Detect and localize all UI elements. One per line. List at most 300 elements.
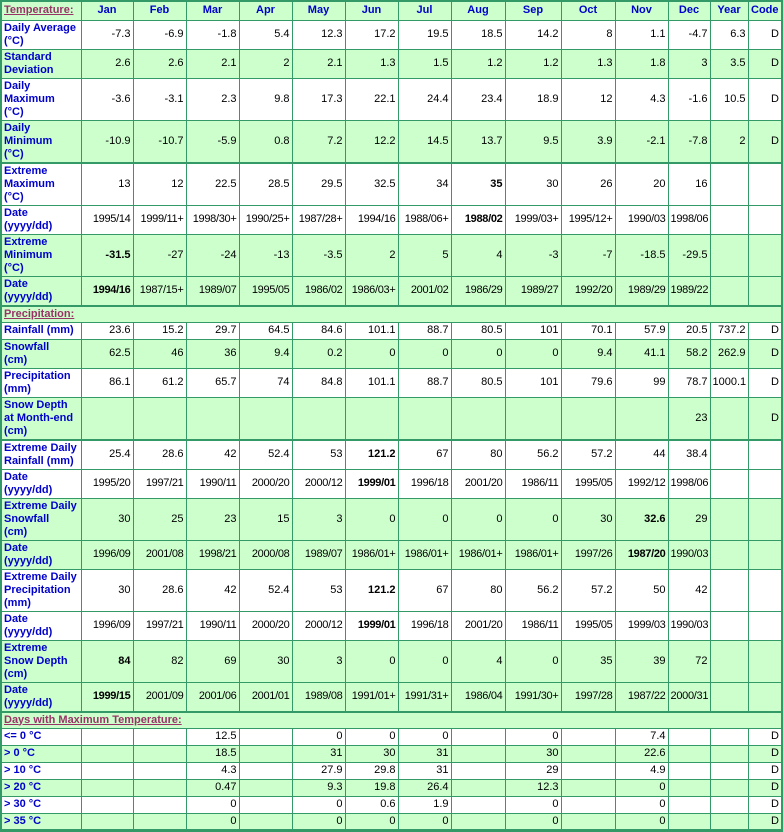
data-cell: 4.3	[615, 78, 668, 120]
data-cell: 5.4	[239, 20, 292, 49]
data-cell	[710, 440, 748, 470]
data-cell	[451, 779, 505, 796]
data-cell: 1995/05	[561, 469, 615, 498]
column-header-may: May	[292, 1, 345, 20]
data-cell: 0	[186, 813, 239, 830]
data-cell: 1986/04	[451, 682, 505, 712]
temperature-section-link[interactable]: Temperature:	[4, 4, 74, 17]
row-label: Extreme Daily Precipitation (mm)	[1, 569, 81, 611]
row-label: Extreme Minimum (°C)	[1, 234, 81, 276]
data-cell	[668, 728, 710, 745]
data-cell: 0.6	[345, 796, 398, 813]
data-cell: 0	[615, 813, 668, 830]
data-cell: 80.5	[451, 368, 505, 397]
table-row	[1, 234, 782, 276]
data-cell: -3.1	[133, 78, 186, 120]
data-cell: 1987/28+	[292, 205, 345, 234]
data-cell: 67	[398, 440, 451, 470]
column-header-feb: Feb	[133, 1, 186, 20]
data-cell: 1987/20	[615, 540, 668, 569]
data-cell: 17.2	[345, 20, 398, 49]
data-cell: 2000/20	[239, 469, 292, 498]
data-cell: 86.1	[81, 368, 133, 397]
data-cell: 28.6	[133, 440, 186, 470]
row-label: Daily Maximum (°C)	[1, 78, 81, 120]
table-row	[1, 78, 782, 120]
data-cell: 262.9	[710, 339, 748, 368]
data-cell: 1.2	[505, 49, 561, 78]
data-cell	[561, 728, 615, 745]
data-cell: 14.2	[505, 20, 561, 49]
data-cell	[710, 796, 748, 813]
data-cell	[239, 762, 292, 779]
data-cell: 42	[668, 569, 710, 611]
data-cell: 46	[133, 339, 186, 368]
data-cell: 0.47	[186, 779, 239, 796]
row-label: Date (yyyy/dd)	[1, 276, 81, 306]
data-cell	[668, 745, 710, 762]
data-cell: 23.4	[451, 78, 505, 120]
data-cell: 20	[615, 163, 668, 206]
data-cell: 0	[505, 728, 561, 745]
data-cell: 0	[345, 498, 398, 540]
data-cell: 84.8	[292, 368, 345, 397]
section-link[interactable]: Days with Maximum Temperature:	[4, 713, 182, 726]
section-header-row	[1, 712, 782, 729]
data-cell: 12.5	[186, 728, 239, 745]
data-cell: 1988/06+	[398, 205, 451, 234]
data-cell	[133, 762, 186, 779]
data-cell: 0	[345, 339, 398, 368]
data-cell: 22.1	[345, 78, 398, 120]
data-cell: 7.2	[292, 120, 345, 163]
code-cell	[748, 205, 782, 234]
code-cell: D	[748, 78, 782, 120]
table-row	[1, 745, 782, 762]
row-label: > 0 °C	[1, 745, 81, 762]
data-cell: 78.7	[668, 368, 710, 397]
data-cell: 1987/22	[615, 682, 668, 712]
row-label: Date (yyyy/dd)	[1, 540, 81, 569]
data-cell: 70.1	[561, 322, 615, 339]
data-cell: 101	[505, 368, 561, 397]
data-cell: 25	[133, 498, 186, 540]
data-cell	[81, 728, 133, 745]
data-cell: 9.8	[239, 78, 292, 120]
data-cell: 1992/20	[561, 276, 615, 306]
data-cell: 29	[668, 498, 710, 540]
data-cell: 1999/11+	[133, 205, 186, 234]
data-cell	[710, 205, 748, 234]
data-cell: 1995/14	[81, 205, 133, 234]
data-cell: 121.2	[345, 440, 398, 470]
data-cell: 9.4	[239, 339, 292, 368]
data-cell: 1988/02	[451, 205, 505, 234]
data-cell	[710, 779, 748, 796]
data-cell	[81, 762, 133, 779]
data-cell: 1994/16	[81, 276, 133, 306]
table-row	[1, 368, 782, 397]
table-row	[1, 569, 782, 611]
data-cell: 84	[81, 640, 133, 682]
table-row	[1, 682, 782, 712]
table-row	[1, 276, 782, 306]
table-row	[1, 440, 782, 470]
data-cell: -3.6	[81, 78, 133, 120]
data-cell: -7.8	[668, 120, 710, 163]
data-cell	[710, 397, 748, 440]
data-cell: 18.5	[451, 20, 505, 49]
row-label: > 10 °C	[1, 762, 81, 779]
code-cell: D	[748, 49, 782, 78]
data-cell: 1.2	[451, 49, 505, 78]
row-label: Date (yyyy/dd)	[1, 469, 81, 498]
data-cell: 28.5	[239, 163, 292, 206]
data-cell: 9.3	[292, 779, 345, 796]
data-cell: 0	[292, 728, 345, 745]
data-cell	[710, 611, 748, 640]
data-cell: 1990/03	[615, 205, 668, 234]
data-cell	[133, 397, 186, 440]
code-cell	[748, 640, 782, 682]
data-cell: -3	[505, 234, 561, 276]
data-cell: -10.9	[81, 120, 133, 163]
data-cell: -18.5	[615, 234, 668, 276]
table-header	[1, 1, 782, 20]
table-row	[1, 397, 782, 440]
data-cell: 1999/03	[615, 611, 668, 640]
data-cell: 1996/18	[398, 469, 451, 498]
data-cell: 2001/09	[133, 682, 186, 712]
data-cell	[561, 796, 615, 813]
code-cell: D	[748, 397, 782, 440]
column-header-row	[1, 1, 782, 20]
data-cell	[710, 469, 748, 498]
data-cell: 1.3	[561, 49, 615, 78]
data-cell	[561, 762, 615, 779]
table-row	[1, 762, 782, 779]
data-cell: 1990/25+	[239, 205, 292, 234]
code-cell: D	[748, 796, 782, 813]
data-cell: 4	[451, 234, 505, 276]
row-label: Precipitation (mm)	[1, 368, 81, 397]
data-cell: 2000/31	[668, 682, 710, 712]
data-cell: 88.7	[398, 368, 451, 397]
data-cell: 23	[186, 498, 239, 540]
data-cell: 1995/12+	[561, 205, 615, 234]
data-cell: -5.9	[186, 120, 239, 163]
data-cell: 0	[398, 640, 451, 682]
data-cell: 30	[81, 569, 133, 611]
row-label: <= 0 °C	[1, 728, 81, 745]
data-cell: -10.7	[133, 120, 186, 163]
data-cell: 14.5	[398, 120, 451, 163]
data-cell: 80	[451, 440, 505, 470]
table-row	[1, 205, 782, 234]
row-label: Extreme Daily Rainfall (mm)	[1, 440, 81, 470]
data-cell: 1990/11	[186, 611, 239, 640]
data-cell: 2	[239, 49, 292, 78]
data-cell: 99	[615, 368, 668, 397]
data-cell: 2.6	[81, 49, 133, 78]
data-cell	[710, 682, 748, 712]
data-cell: 88.7	[398, 322, 451, 339]
data-cell: 0	[451, 339, 505, 368]
data-cell: 1996/09	[81, 540, 133, 569]
data-cell: 1991/30+	[505, 682, 561, 712]
section-header-cell	[1, 306, 782, 323]
data-cell: 1989/29	[615, 276, 668, 306]
data-cell: 737.2	[710, 322, 748, 339]
data-cell: 16	[668, 163, 710, 206]
row-label: Date (yyyy/dd)	[1, 611, 81, 640]
data-cell: 1989/27	[505, 276, 561, 306]
table-row	[1, 796, 782, 813]
data-cell: 50	[615, 569, 668, 611]
data-cell	[239, 796, 292, 813]
data-cell: 80.5	[451, 322, 505, 339]
data-cell: 65.7	[186, 368, 239, 397]
data-cell: 1997/28	[561, 682, 615, 712]
data-cell: 58.2	[668, 339, 710, 368]
data-cell: 52.4	[239, 569, 292, 611]
data-cell: 1991/31+	[398, 682, 451, 712]
data-cell	[239, 745, 292, 762]
data-cell	[710, 234, 748, 276]
data-cell: 1986/01+	[345, 540, 398, 569]
data-cell: 12.3	[292, 20, 345, 49]
code-cell: D	[748, 762, 782, 779]
table-row	[1, 540, 782, 569]
column-header-jan: Jan	[81, 1, 133, 20]
data-cell: 1999/01	[345, 469, 398, 498]
data-cell: 3	[668, 49, 710, 78]
data-cell: 2001/02	[398, 276, 451, 306]
data-cell: 18.9	[505, 78, 561, 120]
data-cell: 53	[292, 569, 345, 611]
data-cell	[81, 397, 133, 440]
column-header-jul: Jul	[398, 1, 451, 20]
data-cell: 0	[505, 640, 561, 682]
data-cell: 23.6	[81, 322, 133, 339]
data-cell: 1990/03	[668, 611, 710, 640]
data-cell: 1991/01+	[345, 682, 398, 712]
data-cell: 22.5	[186, 163, 239, 206]
data-cell: 2.1	[186, 49, 239, 78]
row-label: Extreme Maximum (°C)	[1, 163, 81, 206]
data-cell	[710, 276, 748, 306]
code-cell	[748, 234, 782, 276]
data-cell	[561, 779, 615, 796]
data-cell: 2001/20	[451, 611, 505, 640]
data-cell: 42	[186, 569, 239, 611]
data-cell: 0	[398, 339, 451, 368]
data-cell: 1999/03+	[505, 205, 561, 234]
data-cell	[451, 796, 505, 813]
table-row	[1, 49, 782, 78]
data-cell: 1998/21	[186, 540, 239, 569]
data-cell: 61.2	[133, 368, 186, 397]
data-cell: 62.5	[81, 339, 133, 368]
data-cell	[133, 728, 186, 745]
data-cell: 27.9	[292, 762, 345, 779]
data-cell: 2.6	[133, 49, 186, 78]
data-cell: -13	[239, 234, 292, 276]
row-label: Snowfall (cm)	[1, 339, 81, 368]
data-cell: 36	[186, 339, 239, 368]
data-cell: 1995/05	[561, 611, 615, 640]
data-cell: 32.5	[345, 163, 398, 206]
column-header-mar: Mar	[186, 1, 239, 20]
data-cell	[710, 163, 748, 206]
column-header-aug: Aug	[451, 1, 505, 20]
data-cell: 41.1	[615, 339, 668, 368]
data-cell: 121.2	[345, 569, 398, 611]
data-cell: 2000/20	[239, 611, 292, 640]
data-cell: 67	[398, 569, 451, 611]
data-cell	[615, 397, 668, 440]
data-cell: 2.3	[186, 78, 239, 120]
data-cell: 26	[561, 163, 615, 206]
data-cell: 1998/30+	[186, 205, 239, 234]
data-cell	[505, 397, 561, 440]
data-cell: 12.2	[345, 120, 398, 163]
data-cell	[710, 498, 748, 540]
table-row	[1, 469, 782, 498]
data-cell: 1.3	[345, 49, 398, 78]
column-header-dec: Dec	[668, 1, 710, 20]
data-cell: 1996/18	[398, 611, 451, 640]
data-cell: 0	[292, 813, 345, 830]
data-cell: 2.1	[292, 49, 345, 78]
data-cell: 12.3	[505, 779, 561, 796]
row-label: Daily Minimum (°C)	[1, 120, 81, 163]
data-cell: 57.9	[615, 322, 668, 339]
data-cell	[710, 540, 748, 569]
data-cell: 84.6	[292, 322, 345, 339]
data-cell: 12	[561, 78, 615, 120]
data-cell: 0	[398, 498, 451, 540]
data-cell: 3.5	[710, 49, 748, 78]
column-header-nov: Nov	[615, 1, 668, 20]
data-cell: 101.1	[345, 322, 398, 339]
table-row	[1, 163, 782, 206]
data-cell: 79.6	[561, 368, 615, 397]
data-cell: -31.5	[81, 234, 133, 276]
data-cell: 26.4	[398, 779, 451, 796]
data-cell: 1999/01	[345, 611, 398, 640]
column-header-jun: Jun	[345, 1, 398, 20]
data-cell: 6.3	[710, 20, 748, 49]
column-header-year: Year	[710, 1, 748, 20]
data-cell: 0	[345, 728, 398, 745]
data-cell: 9.4	[561, 339, 615, 368]
row-label: Date (yyyy/dd)	[1, 682, 81, 712]
data-cell: 2001/08	[133, 540, 186, 569]
data-cell: 64.5	[239, 322, 292, 339]
data-cell	[81, 796, 133, 813]
data-cell	[133, 745, 186, 762]
data-cell: 1989/22	[668, 276, 710, 306]
data-cell: 30	[81, 498, 133, 540]
data-cell: 1000.1	[710, 368, 748, 397]
corner-section-link[interactable]	[1, 1, 81, 20]
data-cell: 53	[292, 440, 345, 470]
data-cell	[81, 779, 133, 796]
data-cell: 3.9	[561, 120, 615, 163]
data-cell: 80	[451, 569, 505, 611]
data-cell: 0	[505, 339, 561, 368]
data-cell	[239, 397, 292, 440]
data-cell	[81, 745, 133, 762]
data-cell: 30	[345, 745, 398, 762]
column-header-apr: Apr	[239, 1, 292, 20]
section-link[interactable]: Precipitation:	[4, 307, 75, 320]
data-cell: -27	[133, 234, 186, 276]
data-cell: 29	[505, 762, 561, 779]
row-label: Extreme Snow Depth (cm)	[1, 640, 81, 682]
data-cell: 3	[292, 498, 345, 540]
data-cell	[133, 796, 186, 813]
data-cell: 29.5	[292, 163, 345, 206]
data-cell: 22.6	[615, 745, 668, 762]
table-row	[1, 20, 782, 49]
column-header-code: Code	[748, 1, 782, 20]
data-cell: 31	[292, 745, 345, 762]
section-header-cell	[1, 712, 782, 729]
table-body	[1, 20, 782, 830]
data-cell: 4.3	[186, 762, 239, 779]
data-cell: 2000/12	[292, 611, 345, 640]
data-cell	[561, 745, 615, 762]
data-cell: 1986/11	[505, 469, 561, 498]
data-cell: 1986/01+	[398, 540, 451, 569]
data-cell	[668, 762, 710, 779]
data-cell: -24	[186, 234, 239, 276]
data-cell	[133, 779, 186, 796]
data-cell: 5	[398, 234, 451, 276]
data-cell: 23	[668, 397, 710, 440]
data-cell	[451, 728, 505, 745]
data-cell	[451, 745, 505, 762]
data-cell: 44	[615, 440, 668, 470]
data-cell: -2.1	[615, 120, 668, 163]
data-cell: 38.4	[668, 440, 710, 470]
code-cell: D	[748, 728, 782, 745]
data-cell: 29.7	[186, 322, 239, 339]
data-cell: 72	[668, 640, 710, 682]
data-cell	[710, 745, 748, 762]
data-cell: 31	[398, 762, 451, 779]
data-cell: 1986/29	[451, 276, 505, 306]
data-cell: 1989/07	[186, 276, 239, 306]
code-cell	[748, 569, 782, 611]
data-cell: 82	[133, 640, 186, 682]
code-cell: D	[748, 20, 782, 49]
data-cell: 57.2	[561, 569, 615, 611]
table-row	[1, 120, 782, 163]
data-cell: 35	[561, 640, 615, 682]
code-cell	[748, 163, 782, 206]
code-cell: D	[748, 779, 782, 796]
data-cell: 1.1	[615, 20, 668, 49]
row-label: > 30 °C	[1, 796, 81, 813]
column-header-oct: Oct	[561, 1, 615, 20]
data-cell: 0	[615, 796, 668, 813]
data-cell: 2000/08	[239, 540, 292, 569]
data-cell: 19.5	[398, 20, 451, 49]
data-cell: 24.4	[398, 78, 451, 120]
